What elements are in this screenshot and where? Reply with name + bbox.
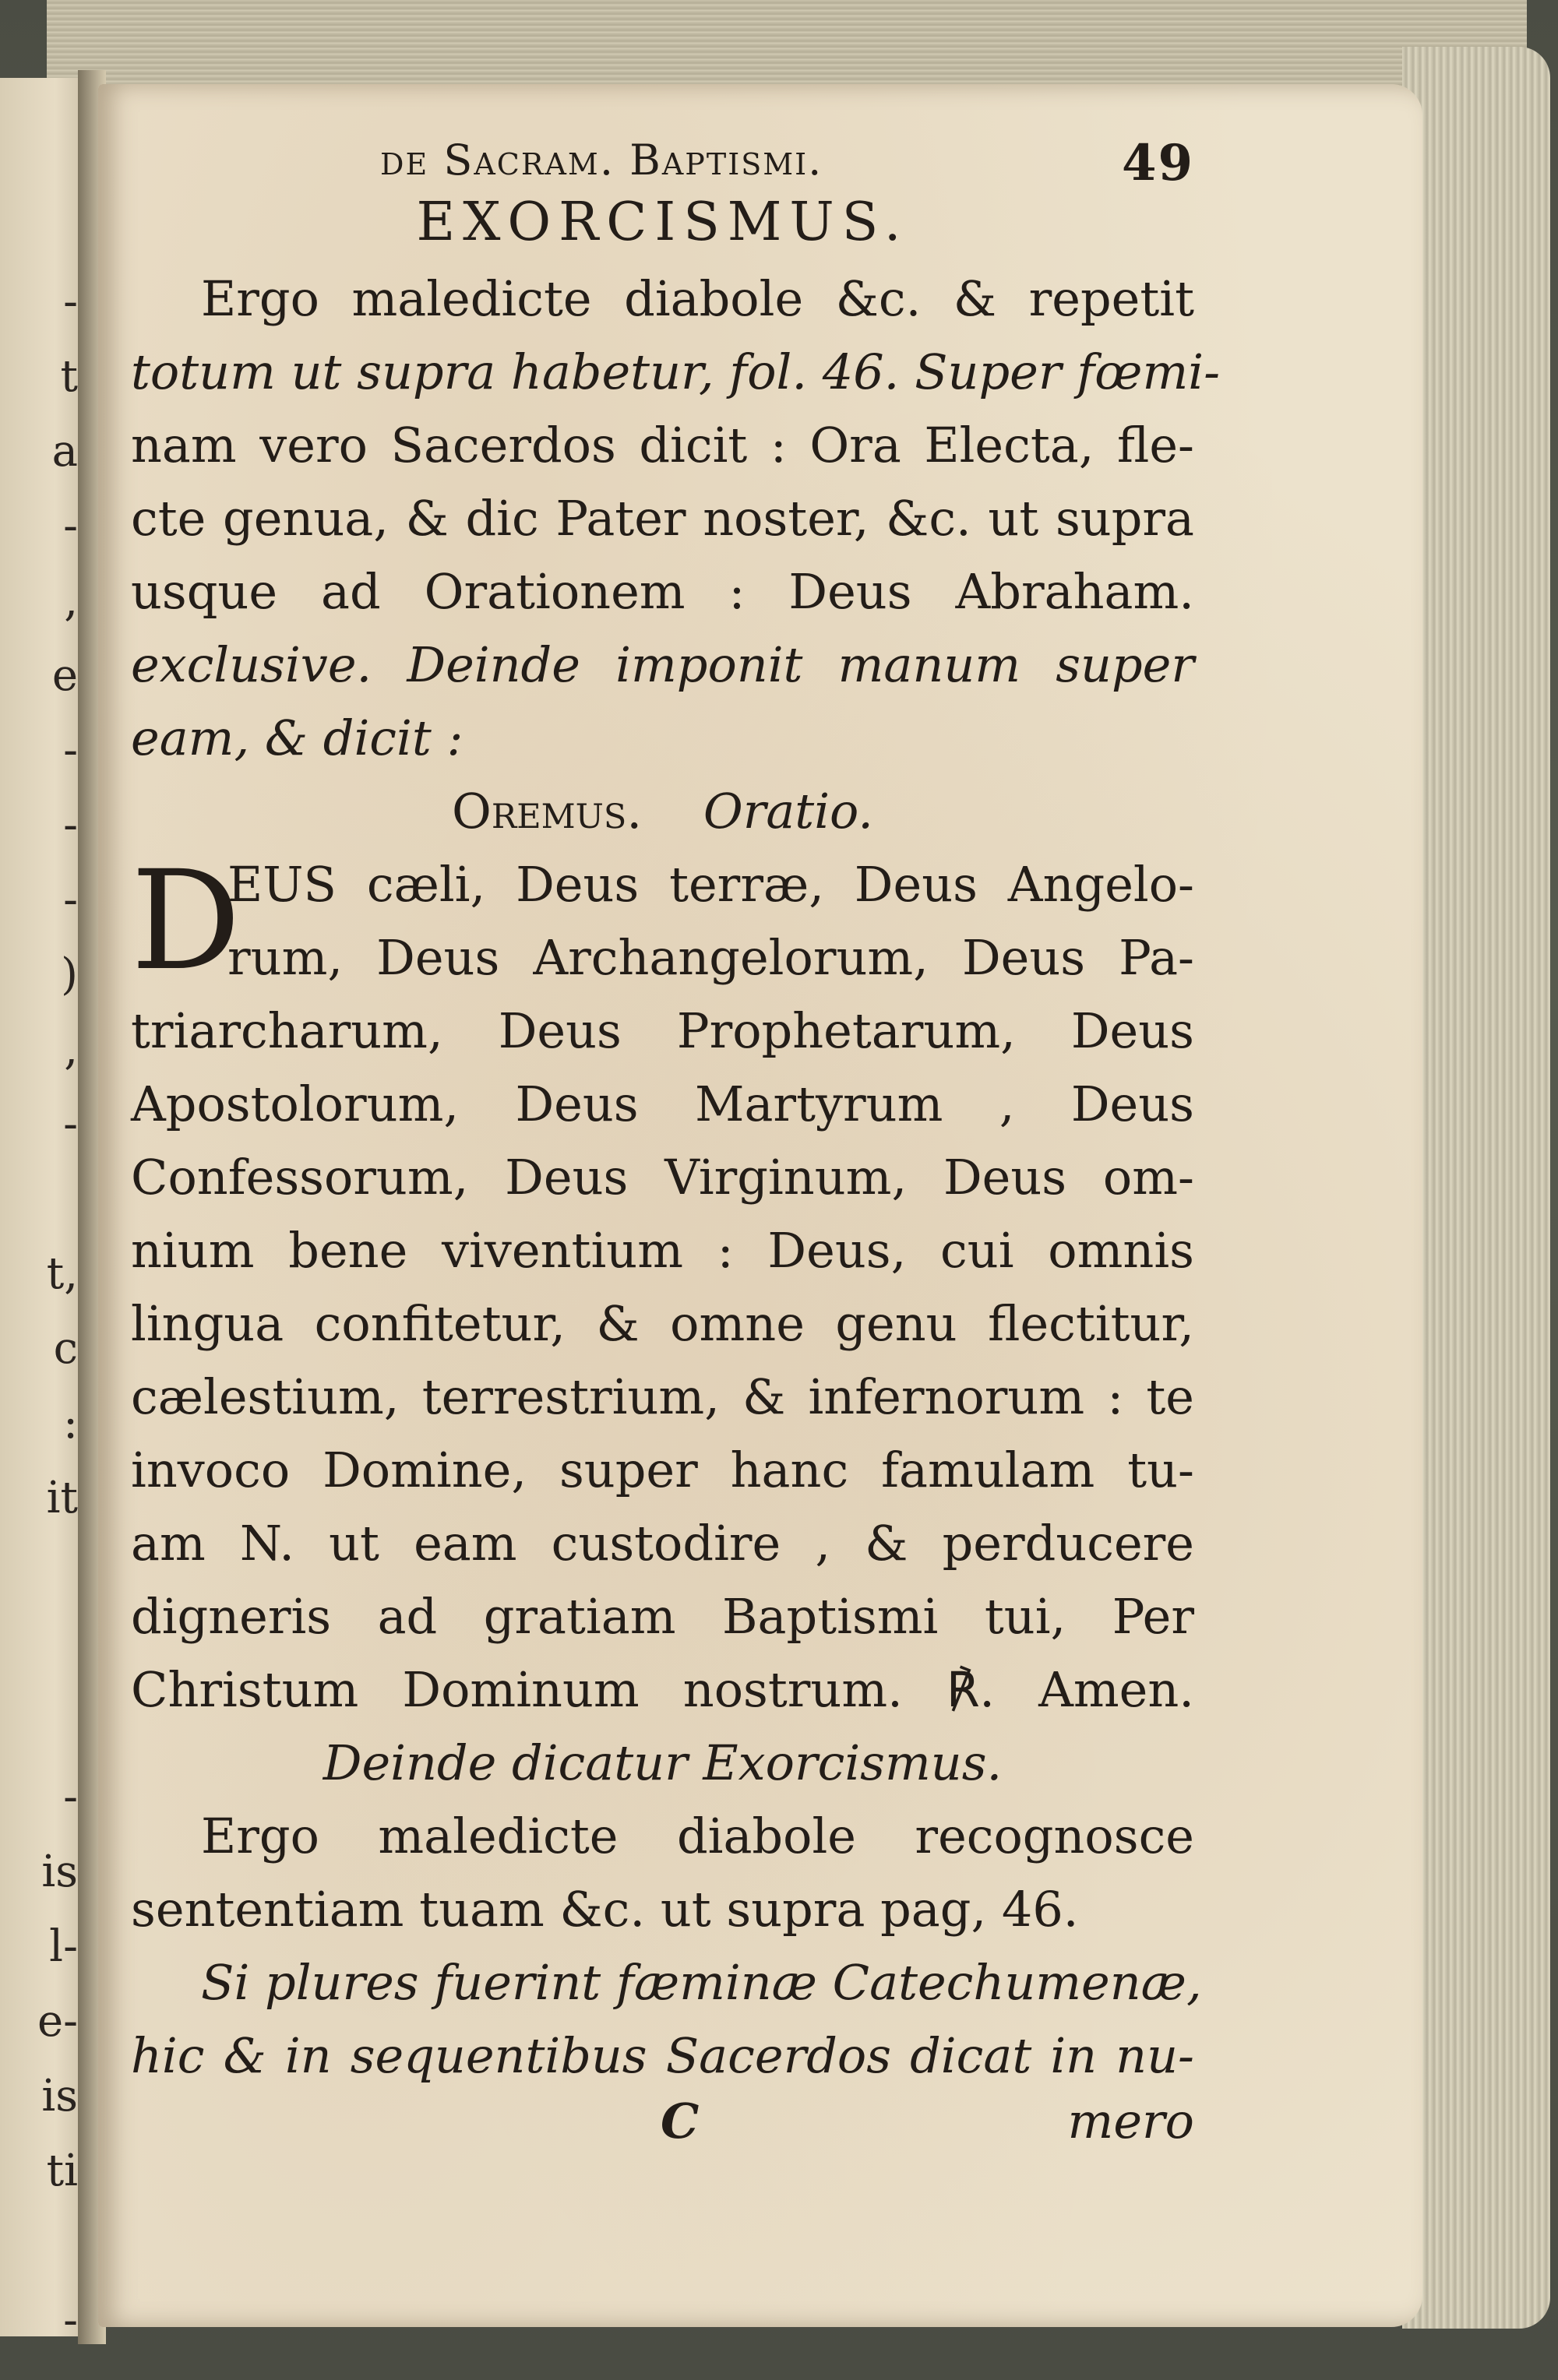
page-number: 49	[1121, 134, 1194, 192]
facing-page-fragment: t,	[46, 1248, 78, 1299]
running-head	[131, 117, 1194, 195]
text-line: eam, & dicit :	[131, 709, 464, 766]
text-line: nam vero Sacerdos dicit : Ora Electa, fle-	[131, 417, 1194, 474]
text-line: digneris ad gratiam Baptismi tui, Per	[131, 1588, 1194, 1645]
text-line: usque ad Orationem : Deus Abraham.	[131, 563, 1194, 620]
facing-page-fragment: ti	[46, 2146, 78, 2196]
text-line: rum, Deus Archangelorum, Deus Pa-	[227, 929, 1194, 986]
facing-page-fragment: e	[51, 650, 78, 701]
facing-page-fragment: -	[63, 1772, 78, 1822]
text-line: sententiam tuam &c. ut supra pag, 46.	[131, 1881, 1079, 1938]
page-text	[131, 117, 1221, 2166]
oremus-label: Oremus.	[452, 783, 643, 840]
text-line: cte genua, & dic Pater noster, &c. ut supra	[131, 490, 1194, 547]
facing-page-fragment: t	[60, 351, 78, 402]
facing-page-fragment: ,	[64, 576, 78, 626]
catchword: mero	[1067, 2093, 1194, 2149]
signature-mark: C	[661, 2093, 700, 2149]
facing-page-fragment: is	[41, 2071, 78, 2121]
facing-page-fragment	[0, 1611, 78, 1685]
facing-page-fragment: -	[63, 1099, 78, 1150]
text-line: Christum Dominum nostrum. ℟. Amen.	[131, 1661, 1194, 1718]
facing-page-fragment: -	[63, 276, 78, 327]
rubric-plural	[131, 1946, 1202, 2093]
text-line: EUS cæli, Deus terræ, Deus Angelo-	[227, 856, 1194, 913]
text-line: totum ut supra habetur, fol. 46. Super fœmi-	[131, 343, 1221, 400]
rubric-exorcism: Deinde dicatur Exorcismus.	[323, 1734, 1003, 1791]
right-page-edges	[1402, 47, 1550, 2329]
facing-page-fragment: e-	[37, 1996, 78, 2047]
text-line: triarcharum, Deus Prophetarum, Deus	[131, 1002, 1194, 1059]
facing-page-fragment: -	[63, 875, 78, 925]
facing-page-fragment: -	[63, 725, 78, 776]
facing-page-fragment	[0, 1162, 78, 1237]
top-page-edges	[47, 0, 1527, 93]
text-line: Confessorum, Deus Virginum, Deus om-	[131, 1149, 1194, 1206]
text-line: exclusive. Deinde imponit manum super	[131, 636, 1194, 693]
oremus-heading	[131, 775, 1194, 848]
facing-page-fragment: -	[63, 800, 78, 850]
text-line: lingua confitetur, & omne genu flectitur,	[131, 1295, 1194, 1352]
paragraph-2	[131, 1800, 1194, 1946]
text-line: nium bene viventium : Deus, cui omnis	[131, 1222, 1194, 1279]
text-line: invoco Domine, super hanc famulam tu-	[131, 1442, 1194, 1498]
text-line: Si plures fuerint fæminæ Catechumenæ,	[201, 1954, 1202, 2011]
text-line: Ergo maledicte diabole recognosce	[201, 1808, 1194, 1864]
section-heading: EXORCISMUS.	[416, 192, 909, 253]
prayer-opening	[131, 841, 1194, 1001]
facing-page-fragment: l-	[49, 1921, 78, 1972]
text-line: Ergo maledicte diabole &c. & repetit	[201, 270, 1194, 327]
facing-page-fragment	[0, 2209, 78, 2283]
text-line: Apostolorum, Deus Martyrum , Deus	[131, 1076, 1194, 1132]
text-line: cælestium, terrestrium, & infernorum : te	[131, 1368, 1194, 1425]
facing-page-fragment: c	[53, 1323, 78, 1374]
facing-page-fragment: -	[63, 501, 78, 551]
facing-page-fragment: ,	[64, 1024, 78, 1075]
facing-page-fragment: is	[41, 1847, 78, 1897]
facing-page-fragments	[0, 265, 78, 2358]
paragraph-1	[131, 262, 1221, 775]
drop-capital: D	[131, 841, 241, 1001]
text-line: hic & in sequentibus Sacerdos dicat in nu-	[131, 2027, 1194, 2084]
facing-page-fragment: a	[51, 426, 78, 477]
running-head-title: de Sacram. Baptismi.	[380, 136, 823, 185]
facing-page-fragment: -	[63, 2295, 78, 2346]
facing-page-fragment: )	[61, 949, 78, 1000]
text-line: am N. ut eam custodire , & perducere	[131, 1515, 1194, 1572]
prayer-body	[131, 995, 1194, 1727]
page-footer	[131, 2093, 1194, 2166]
oratio-label: Oratio.	[703, 783, 873, 840]
facing-page-fragment: it	[46, 1473, 78, 1523]
facing-page-fragment	[0, 1685, 78, 1760]
facing-page-fragment: :	[63, 1398, 78, 1449]
facing-page-fragment	[0, 1536, 78, 1611]
